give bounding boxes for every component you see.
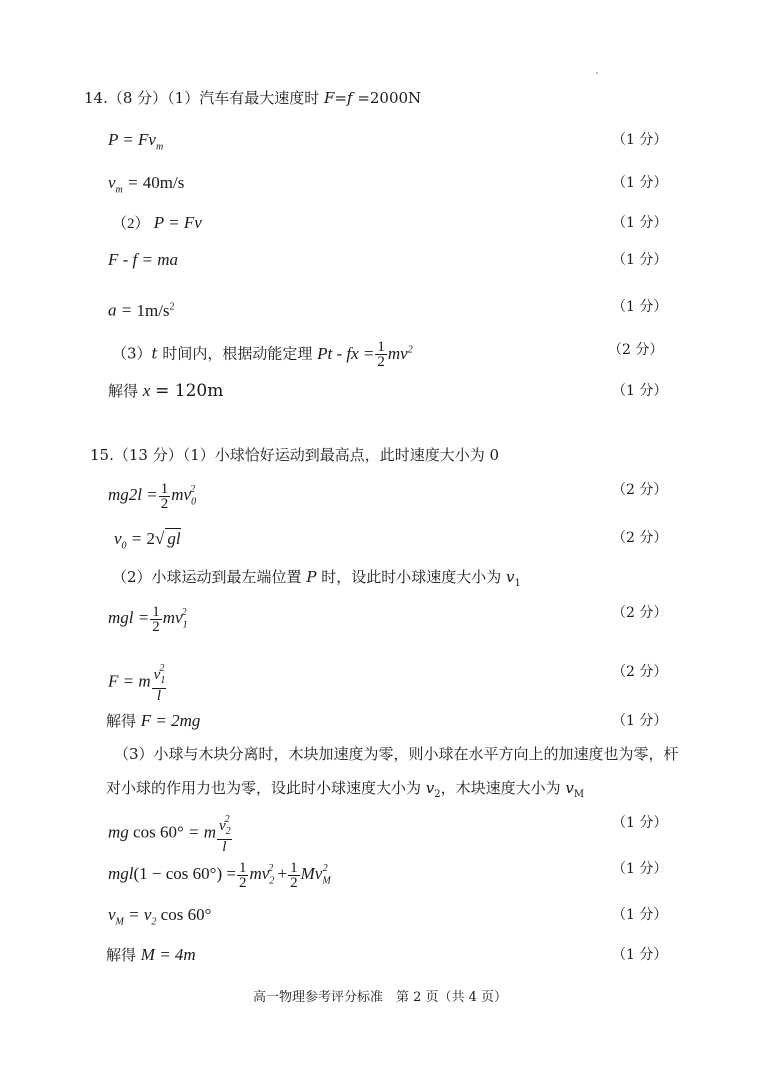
q15-score-4: （2 分） [612,664,668,680]
q14-score-4: （1 分） [612,252,668,268]
q14-score-1: （1 分） [612,132,668,148]
q15-part3-intro-2: 对小球的作用力也为零，设此时小球速度大小为 $v_2$，木块速度大小为 $v_M$ [106,779,585,800]
q15-part2-intro: （2）小球运动到最左端位置 P 时，设此时小球速度大小为 $v_1$ [112,568,521,589]
q14-eq-2: $v_m = 40m/s$ [108,173,185,196]
q15-part3-intro-1: （3）小球与木块分离时，木块加速度为零，则小球在水平方向上的加速度也为零，杆 [114,745,679,763]
q15-eq-3: mgl = $\frac{1}{2}$ $mv_1^2$ [108,603,188,635]
q15-score-3: （2 分） [612,605,668,621]
q15-eq-6: mg cos 60° = m $\frac{v_2^2}{l}$ [108,814,231,855]
q14-eq-1: $P = Fv_m$ [108,130,164,153]
q15-score-2: （2 分） [612,530,668,546]
q15-eq-5: 解得 F = 2mg [106,711,201,730]
q15-eq-7: mgl(1 − cos 60°) = $\frac{1}{2}$ $mv_2^2$ + $\frac{1}{2}$ $Mv_M^2$ [108,859,331,891]
q14-eq-3: （2） P = Fv [112,213,202,232]
q14-score-6: （2 分） [608,342,664,358]
q15-score-9: （1 分） [612,947,668,963]
page-footer: 高一物理参考评分标准 第 2 页（共 4 页） [252,990,508,1005]
q14-eq-7: 解得 x = 120m [108,381,224,401]
q14-score-2: （1 分） [612,175,668,191]
q14-eq-4: F - f = ma [108,250,179,269]
q15-eq-2: $v_0 = 2√$ gl [114,529,181,552]
q14-score-5: （1 分） [612,299,668,315]
q15-eq-8: $v_M = v_2$ cos 60° [108,905,212,928]
q15-score-8: （1 分） [612,907,668,923]
q15-eq-1: mg2l = $\frac{1}{2}$ $mv_0^2$ [108,480,197,512]
q14-score-7: （1 分） [612,383,668,399]
q15-score-7: （1 分） [612,861,668,877]
q15-score-5: （1 分） [612,713,668,729]
q14-score-3: （1 分） [612,215,668,231]
q15-eq-4: F = m $\frac{v_1^2}{l}$ [108,663,166,704]
q15-score-6: （1 分） [612,815,668,831]
q14-eq-6: （3）t 时间内，根据动能定理 Pt - fx = $\frac{1}{2}$ $mv^2$ [112,339,413,371]
scan-speck [596,72,598,74]
q15-eq-9: 解得 M = 4m [106,945,196,964]
q15-header: 15.（13 分）（1）小球恰好运动到最高点，此时速度大小为 0 [90,446,500,464]
q14-header: 14.（8 分）（1）汽车有最大速度时 F=f =2000N [84,89,422,107]
q15-score-1: （2 分） [612,482,668,498]
q14-eq-5: $a = 1m/s^2$ [108,300,175,320]
